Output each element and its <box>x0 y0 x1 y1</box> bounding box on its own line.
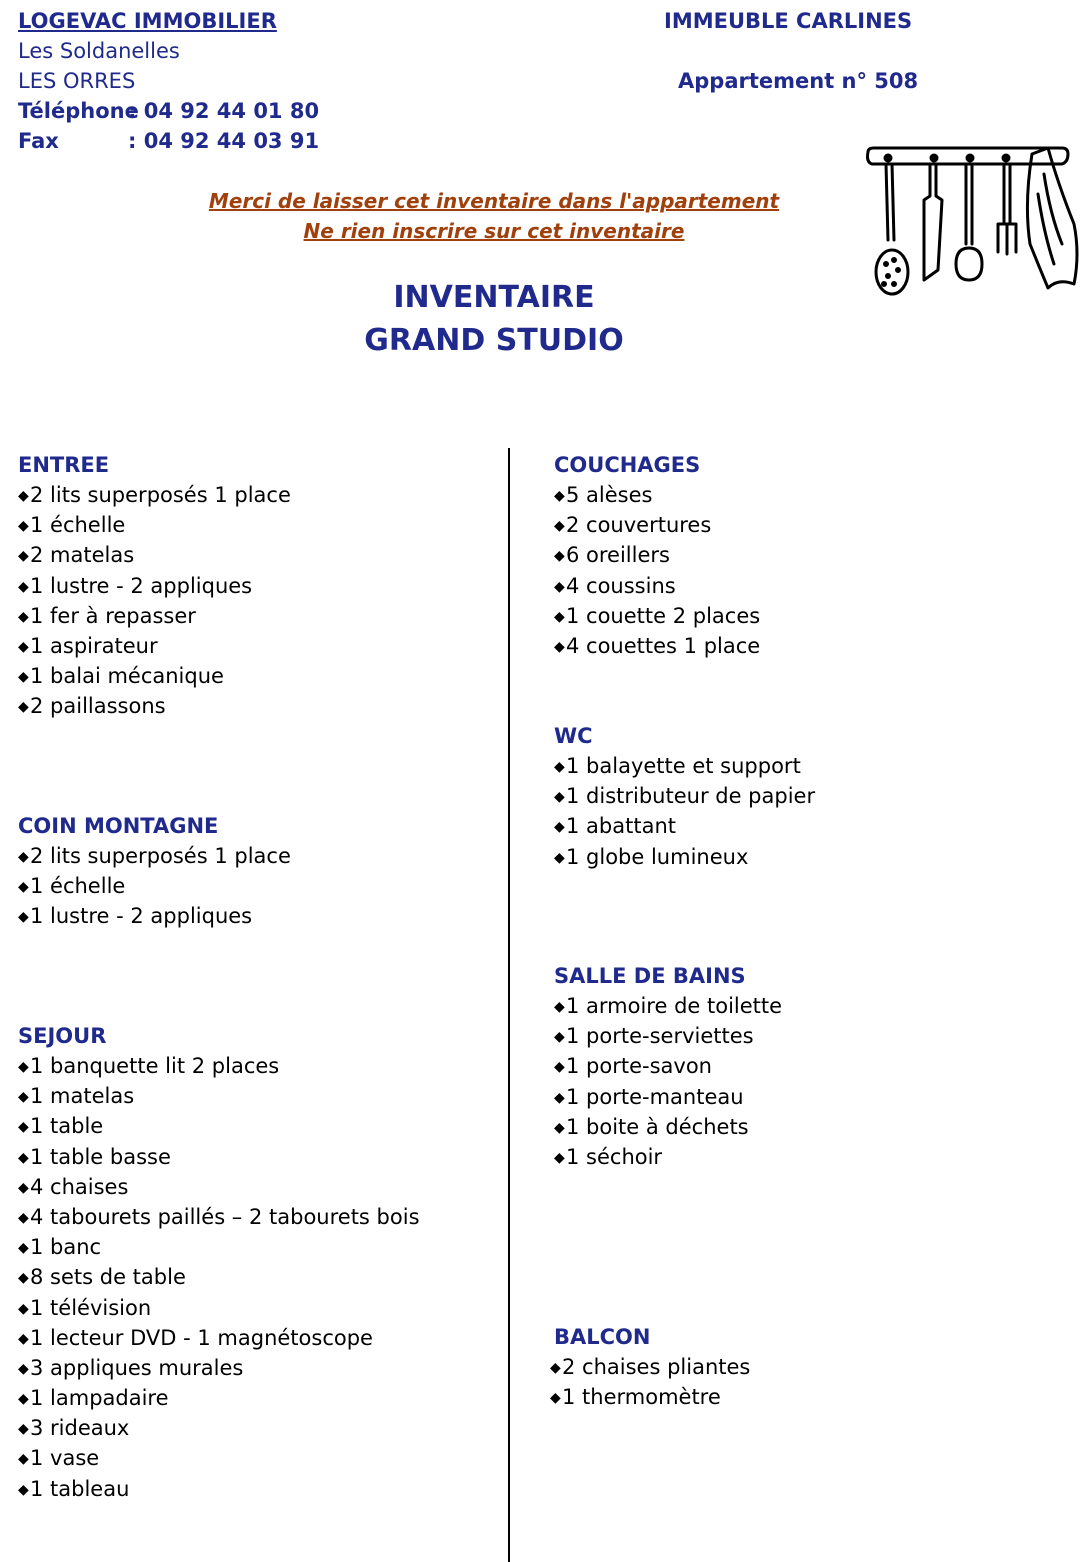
bullet-icon: ◆ <box>554 518 565 535</box>
building-name: IMMEUBLE CARLINES <box>664 9 913 33</box>
item-label: 1 banquette lit 2 places <box>30 1054 280 1078</box>
list-item <box>18 540 291 570</box>
item-label: 1 abattant <box>566 814 676 839</box>
bullet-icon: ◆ <box>18 1059 29 1075</box>
bullet-icon: ◆ <box>554 849 565 866</box>
kitchen-utensils-icon <box>862 144 1080 300</box>
bullet-icon: ◆ <box>550 1360 561 1376</box>
section-title: BALCON <box>554 1325 651 1349</box>
list-item <box>554 510 760 540</box>
list-item <box>18 1142 420 1172</box>
item-label: 1 table basse <box>30 1144 171 1169</box>
bullet-icon: ◆ <box>18 1421 29 1438</box>
bullet-icon: ◆ <box>18 849 29 865</box>
title-line-2: GRAND STUDIO <box>364 323 624 358</box>
section-title: COUCHAGES <box>554 453 701 477</box>
list-item <box>554 1142 782 1172</box>
bullet-icon: ◆ <box>18 669 29 686</box>
bullet-icon: ◆ <box>18 1179 29 1196</box>
bullet-icon: ◆ <box>554 819 565 836</box>
item-label: 2 lits superposés 1 place <box>30 483 291 507</box>
item-label: 1 vase <box>30 1446 100 1471</box>
list-item <box>554 751 815 781</box>
item-label: 1 matelas <box>30 1084 135 1109</box>
item-label: 1 lustre - 2 appliques <box>30 904 253 929</box>
bullet-icon: ◆ <box>18 548 29 565</box>
bullet-icon: ◆ <box>18 1089 29 1106</box>
section-title: ENTREE <box>18 453 110 477</box>
list-item <box>554 1112 782 1142</box>
item-label: 1 tableau <box>30 1476 130 1501</box>
item-label: 1 porte-serviettes <box>566 1024 754 1049</box>
fax-number: : 04 92 44 03 91 <box>128 129 320 153</box>
item-label: 3 appliques murales <box>30 1355 244 1380</box>
list-item <box>18 1413 420 1443</box>
list-item <box>554 842 815 872</box>
list-item <box>18 1293 420 1323</box>
list-item <box>18 510 291 540</box>
bullet-icon: ◆ <box>18 879 29 896</box>
bullet-icon: ◆ <box>18 1119 29 1136</box>
item-label: 4 chaises <box>30 1174 129 1199</box>
list-item <box>550 1382 750 1412</box>
section-couchages <box>554 450 760 661</box>
list-item <box>18 1474 420 1504</box>
item-label: 3 rideaux <box>30 1416 130 1441</box>
item-label: 1 boite à déchets <box>566 1114 749 1139</box>
list-item <box>18 1262 420 1292</box>
item-label: 1 lecteur DVD - 1 magnétoscope <box>30 1325 373 1350</box>
bullet-icon: ◆ <box>18 1209 29 1226</box>
company-name: LOGEVAC IMMOBILIER <box>18 9 277 33</box>
bullet-icon: ◆ <box>18 1240 29 1257</box>
item-label: 1 fer à repasser <box>30 603 196 628</box>
list-item <box>18 571 291 601</box>
item-label: 1 télévision <box>30 1295 152 1320</box>
list-item <box>18 1383 420 1413</box>
list-item <box>18 1443 420 1473</box>
list-item <box>550 1352 750 1382</box>
bullet-icon: ◆ <box>554 999 565 1015</box>
item-label: 1 porte-manteau <box>566 1084 744 1109</box>
item-label: 2 chaises pliantes <box>562 1355 751 1379</box>
fax-line <box>18 126 319 156</box>
bullet-icon: ◆ <box>18 1300 29 1317</box>
item-label: 2 couvertures <box>566 513 712 538</box>
list-item <box>18 631 291 661</box>
bullet-icon: ◆ <box>18 1149 29 1166</box>
item-label: 1 globe lumineux <box>566 844 749 869</box>
list-item <box>554 991 782 1021</box>
item-label: 1 balayette et support <box>566 754 801 778</box>
item-label: 1 séchoir <box>566 1144 663 1169</box>
bullet-icon: ◆ <box>18 1481 29 1498</box>
item-label: 4 tabourets paillés – 2 tabourets bois <box>30 1204 420 1229</box>
apartment-number: Appartement n° 508 <box>678 69 919 93</box>
list-item <box>18 1232 420 1262</box>
bullet-icon: ◆ <box>18 578 29 595</box>
column-divider <box>508 448 510 1562</box>
address-line-1: Les Soldanelles <box>18 39 180 63</box>
notice-leave-inventory: Merci de laisser cet inventaire dans l'appartement <box>208 189 780 213</box>
section-entree <box>18 450 291 722</box>
list-item <box>18 1111 420 1141</box>
bullet-icon: ◆ <box>18 608 29 625</box>
list-item <box>18 1172 420 1202</box>
section-title: WC <box>554 724 593 748</box>
bullet-icon: ◆ <box>550 1390 561 1407</box>
list-item <box>18 1081 420 1111</box>
agency-header <box>18 6 319 156</box>
bullet-icon: ◆ <box>18 488 29 504</box>
item-label: 1 distributeur de papier <box>566 784 816 809</box>
bullet-icon: ◆ <box>554 1089 565 1106</box>
list-item <box>18 1051 420 1081</box>
bullet-icon: ◆ <box>18 1391 29 1408</box>
bullet-icon: ◆ <box>554 1059 565 1076</box>
bullet-icon: ◆ <box>18 1451 29 1468</box>
bullet-icon: ◆ <box>18 518 29 535</box>
section-salle-de-bains <box>554 961 782 1172</box>
section-coin-montagne <box>18 811 291 932</box>
bullet-icon: ◆ <box>18 1270 29 1287</box>
item-label: 1 porte-savon <box>566 1054 712 1079</box>
list-item <box>18 661 291 691</box>
item-label: 1 échelle <box>30 874 126 899</box>
bullet-icon: ◆ <box>554 638 565 655</box>
item-label: 4 coussins <box>566 573 676 598</box>
item-label: 5 alèses <box>566 483 653 507</box>
section-title: COIN MONTAGNE <box>18 814 219 838</box>
bullet-icon: ◆ <box>554 488 565 504</box>
section-wc <box>554 721 815 872</box>
list-item <box>554 571 760 601</box>
item-label: 6 oreillers <box>566 543 670 568</box>
bullet-icon: ◆ <box>18 638 29 655</box>
item-label: 2 matelas <box>30 543 135 568</box>
item-label: 1 lampadaire <box>30 1386 169 1411</box>
phone-label: Téléphone <box>18 99 139 123</box>
list-item <box>554 1082 782 1112</box>
list-item <box>18 480 291 510</box>
list-item <box>554 540 760 570</box>
address-line-2: LES ORRES <box>18 69 136 93</box>
bullet-icon: ◆ <box>554 1149 565 1166</box>
item-label: 8 sets de table <box>30 1265 186 1290</box>
section-balcon <box>550 1322 750 1412</box>
section-title: SALLE DE BAINS <box>554 964 746 988</box>
bullet-icon: ◆ <box>18 1330 29 1347</box>
notice-do-not-write: Ne rien inscrire sur cet inventaire <box>303 219 685 243</box>
item-label: 1 thermomètre <box>562 1385 721 1410</box>
list-item <box>18 901 291 931</box>
section-title: SEJOUR <box>18 1024 107 1048</box>
list-item <box>554 1021 782 1051</box>
bullet-icon: ◆ <box>554 759 565 775</box>
item-label: 1 lustre - 2 appliques <box>30 573 253 598</box>
list-item <box>18 871 291 901</box>
section-sejour <box>18 1021 420 1504</box>
list-item <box>18 841 291 871</box>
list-item <box>18 1323 420 1353</box>
item-label: 2 lits superposés 1 place <box>30 844 291 868</box>
item-label: 1 aspirateur <box>30 633 158 658</box>
bullet-icon: ◆ <box>554 1119 565 1136</box>
list-item <box>554 781 815 811</box>
list-item <box>554 601 760 631</box>
list-item <box>18 601 291 631</box>
bullet-icon: ◆ <box>554 548 565 565</box>
list-item <box>554 631 760 661</box>
item-label: 1 armoire de toilette <box>566 994 783 1018</box>
bullet-icon: ◆ <box>554 608 565 625</box>
item-label: 1 banc <box>30 1235 102 1260</box>
bullet-icon: ◆ <box>554 578 565 595</box>
list-item <box>18 691 291 721</box>
bullet-icon: ◆ <box>18 909 29 926</box>
phone-number: : 04 92 44 01 80 <box>128 99 320 123</box>
item-label: 4 couettes 1 place <box>566 633 761 658</box>
item-label: 1 table <box>30 1114 104 1139</box>
title-line-1: INVENTAIRE <box>393 280 595 315</box>
list-item <box>554 811 815 841</box>
list-item <box>18 1353 420 1383</box>
list-item <box>554 480 760 510</box>
list-item <box>18 1202 420 1232</box>
bullet-icon: ◆ <box>18 1360 29 1377</box>
list-item <box>554 1051 782 1081</box>
item-label: 1 balai mécanique <box>30 664 224 689</box>
bullet-icon: ◆ <box>554 1029 565 1046</box>
item-label: 2 paillassons <box>30 694 166 719</box>
item-label: 1 couette 2 places <box>566 603 761 628</box>
bullet-icon: ◆ <box>18 699 29 716</box>
phone-line <box>18 96 319 126</box>
bullet-icon: ◆ <box>554 789 565 806</box>
item-label: 1 échelle <box>30 513 126 538</box>
fax-label: Fax <box>18 129 59 153</box>
